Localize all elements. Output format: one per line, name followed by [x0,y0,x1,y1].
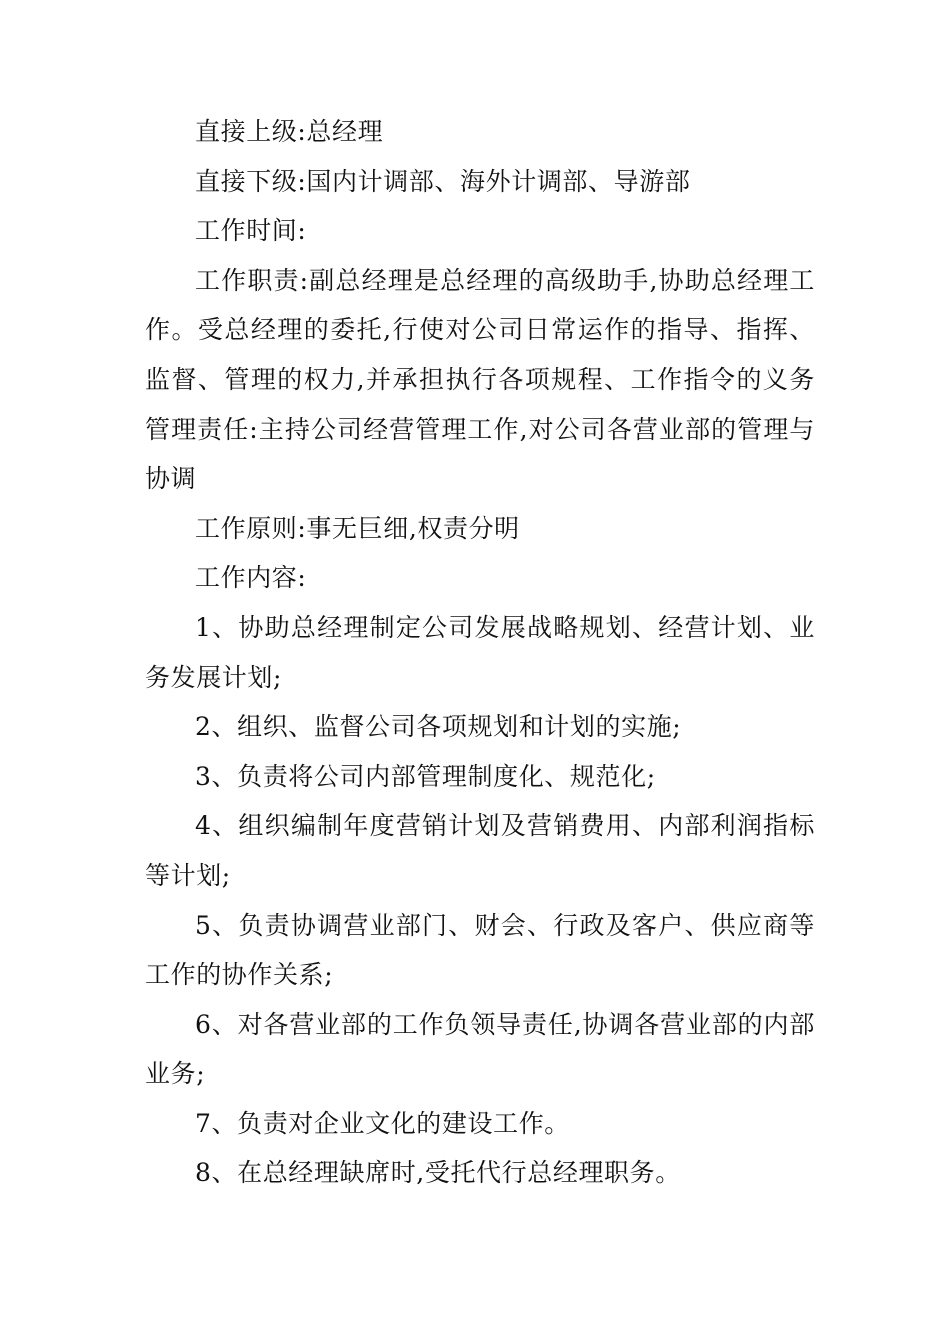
paragraph-work-content-heading: 工作内容: [195,563,307,593]
list-item-2: 2、组织、监督公司各项规划和计划的实施; [195,712,682,742]
list-item-5: 5、负责协调营业部门、财会、行政及客户、供应商等工作的协作关系; [145,910,815,990]
list-item-4: 4、组织编制年度营销计划及营销费用、内部利润指标等计划; [145,811,815,890]
paragraph-work-principles: 工作原则:事无巨细,权责分明 [195,513,520,543]
list-item-3: 3、负责将公司内部管理制度化、规范化; [195,761,656,791]
list-item-8: 8、在总经理缺席时,受托代行总经理职务。 [195,1158,681,1188]
list-item-7: 7、负责对企业文化的建设工作。 [195,1108,570,1138]
paragraph-direct-superior: 直接上级:总经理 [195,117,384,146]
list-item-1: 1、协助总经理制定公司发展战略规划、经营计划、业务发展计划; [145,612,815,692]
document-body [145,107,815,1198]
paragraph-direct-subordinates: 直接下级:国内计调部、海外计调部、导游部 [195,166,691,196]
list-item-6: 6、对各营业部的工作负领导责任,协调各营业部的内部业务; [145,1009,815,1089]
paragraph-job-responsibilities: 工作职责:副总经理是总经理的高级助手,协助总经理工作。受总经理的委托,行使对公司日常运作的指导、指挥、监督、管理的权力,并承担执行各项规程、工作指令的义务管理责任:主持公司经营管理工作,对公司各营业部的管理与协调 [145,265,815,494]
paragraph-working-hours: 工作时间: [195,216,307,246]
